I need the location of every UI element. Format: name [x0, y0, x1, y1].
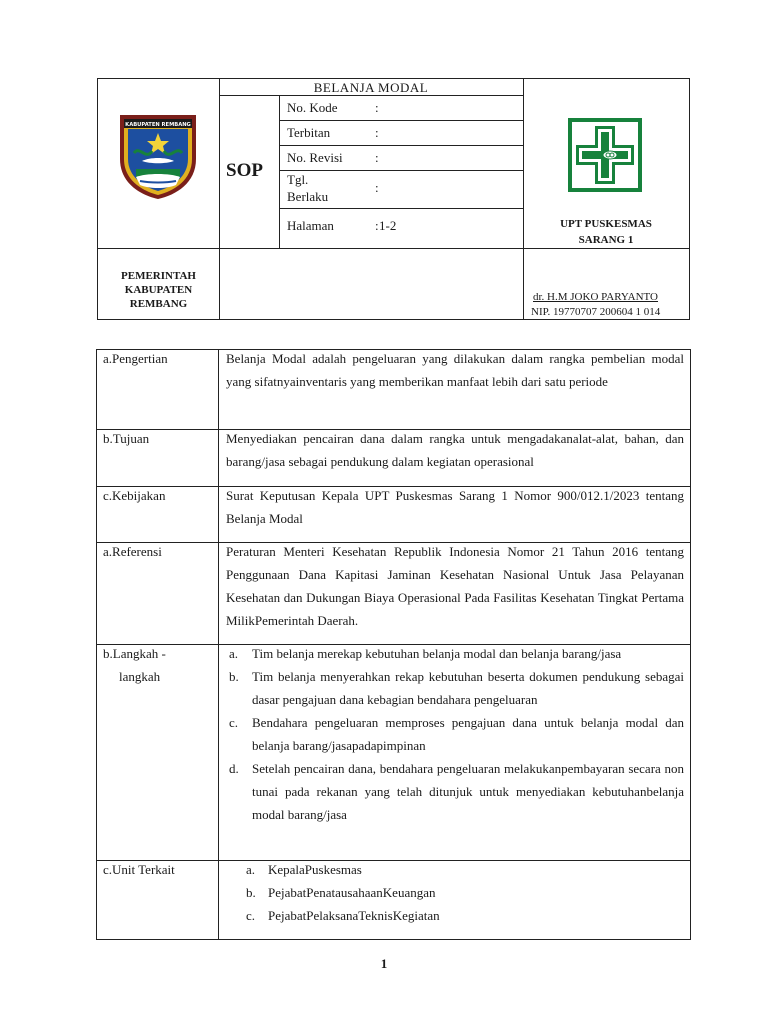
step-text: Tim belanja merekap kebutuhan belanja modal dan belanja barang/jasa: [252, 646, 622, 661]
page-number: 1: [380, 956, 388, 971]
step-text: Tim belanja menyerahkan rekap kebutuhan beserta dokumen pendukung sebagai dasar pengajuan dana kebagian bendahara pengeluaran: [252, 669, 684, 707]
signer-nip: NIP. 19770707 200604 1 014: [531, 306, 661, 318]
step-marker: c.: [229, 715, 239, 730]
field-sep-berlaku: :: [375, 180, 379, 195]
org-name: UPT PUSKESMAS SARANG 1: [560, 218, 652, 246]
unit-item: [219, 858, 677, 881]
unit-item: [219, 881, 677, 904]
sop-label: SOP: [226, 160, 263, 181]
field-label-berlaku: Tgl. Berlaku: [287, 172, 329, 204]
step-item: [224, 665, 684, 711]
field-label-terbitan: Terbitan: [287, 125, 331, 140]
unit-marker: a.: [246, 862, 256, 877]
step-item: [224, 711, 684, 757]
units-list: [219, 858, 677, 927]
sop-header-table: [97, 78, 690, 320]
step-text: Setelah pencairan dana, bendahara pengeluaran melakukanpembayaran secara non tunai pada rekanan yang telah ditunjuk untuk menyediakan kebutuhanbelanja modal barang/jasa: [252, 761, 684, 822]
section-label-tujuan: b.Tujuan: [103, 431, 150, 446]
section-text-referensi: Peraturan Menteri Kesehatan Republik Indonesia Nomor 21 Tahun 2016 tentang Penggunaan Dana Kapitasi Jaminan Kesehatan Nasional Untuk Jasa Pelayanan Kesehatan dan Dukungan Biaya Operasional Pada Fasilitas Kesehatan Tingkat Pertama MilikPemerintah Daerah.: [226, 544, 684, 628]
header-divider-left: [219, 79, 220, 319]
section-label-pengertian: a.Pengertian: [103, 351, 168, 366]
section-text-kebijakan: Surat Keputusan Kepala UPT Puskesmas Sarang 1 Nomor 900/012.1/2023 tentang Belanja Modal: [226, 488, 684, 526]
header-line-bottom: [98, 248, 689, 249]
section-label-kebijakan: c.Kebijakan: [103, 488, 166, 503]
step-item: [224, 757, 684, 826]
step-marker: b.: [229, 669, 239, 684]
field-sep-halaman: :: [375, 218, 379, 233]
gov-name: PEMERINTAH KABUPATEN REMBANG: [121, 270, 196, 310]
field-sep-kode: :: [375, 100, 379, 115]
section-text-tujuan: Menyediakan pencairan dana dalam rangka untuk mengadakanalat-alat, bahan, dan barang/jasa sebagai pendukung dalam kegiatan operasional: [226, 431, 684, 469]
section-label-langkah-cont: langkah: [119, 669, 161, 684]
step-marker: d.: [229, 761, 239, 776]
unit-text: PejabatPenatausahaanKeuangan: [268, 885, 436, 900]
step-text: Bendahara pengeluaran memproses pengajuan dana untuk belanja modal dan belanja barang/jasapadapimpinan: [252, 715, 684, 753]
header-line-kode: [279, 120, 523, 121]
section-label-unit-terkait: c.Unit Terkait: [103, 862, 175, 877]
puskesmas-logo-icon: [566, 116, 644, 199]
section-text-pengertian: Belanja Modal adalah pengeluaran yang dilakukan dalam rangka pembelian modal yang sifatnyainventaris yang memberikan manfaat lebih dari satu periode: [226, 351, 684, 389]
unit-item: [219, 904, 677, 927]
kabupaten-rembang-crest-icon: [116, 111, 200, 206]
steps-list: [224, 642, 684, 826]
field-sep-terbitan: :: [375, 125, 379, 140]
crest-banner-text: KABUPATEN REMBANG: [125, 122, 191, 128]
header-divider-right: [523, 79, 524, 319]
unit-text: PejabatPelaksanaTeknisKegiatan: [268, 908, 440, 923]
field-value-halaman: 1-2: [379, 218, 397, 233]
step-marker: a.: [229, 646, 239, 661]
section-label-langkah: b.Langkah -: [103, 646, 166, 661]
section-label-referensi: a.Referensi: [103, 544, 162, 559]
unit-marker: b.: [246, 885, 256, 900]
header-line-title: [219, 95, 523, 96]
field-sep-revisi: :: [375, 150, 379, 165]
signer-name: dr. H.M JOKO PARYANTO: [533, 291, 659, 303]
field-label-halaman: Halaman: [287, 218, 334, 233]
header-divider-sop: [279, 95, 280, 248]
header-line-terbitan: [279, 145, 523, 146]
field-label-kode: No. Kode: [287, 100, 338, 115]
header-line-berlaku: [279, 208, 523, 209]
unit-text: KepalaPuskesmas: [268, 862, 362, 877]
unit-marker: c.: [246, 908, 256, 923]
sop-content-table: [96, 349, 691, 940]
document-title: BELANJA MODAL: [313, 80, 429, 95]
field-label-revisi: No. Revisi: [287, 150, 343, 165]
step-item: [224, 642, 684, 665]
